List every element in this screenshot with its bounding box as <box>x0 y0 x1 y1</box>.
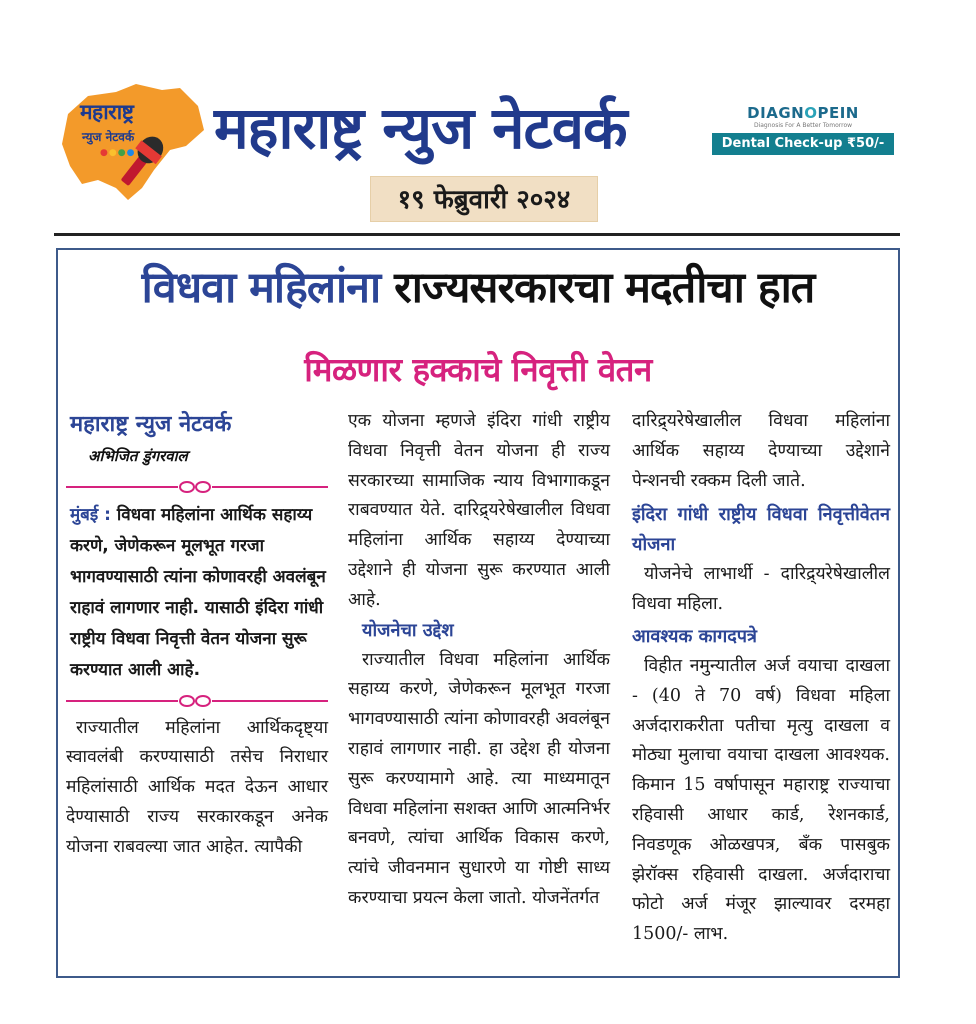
column-3 <box>632 407 890 950</box>
masthead-logo <box>58 84 206 204</box>
advertisement[interactable] <box>712 104 894 160</box>
logo-subtitle: न्युज नेटवर्क <box>82 130 135 144</box>
col3-body3: विहीत नमुन्यातील अर्ज वयाचा दाखला - (40 ते 70 वर्ष) विधवा महिला अर्जदाराकरीता पतीचा मृत्यु दाखला व मोठ्या मुलाचा वयाचा दाखला आवश्यक. किमान 15 वर्षापासून महाराष्ट्र राज्याचा रहिवासी आधार कार्ड, रेशनकार्ड, निवडणूक ओळखपत्र, बँक पासबुक झेरॉक्स रहिवासी दाखला. अर्जदाराचा फोटो अर्ज मंजूर झाल्यावर दरमहा 1500/- लाभ. <box>632 655 890 945</box>
lead-city: मुंबई : <box>70 504 111 525</box>
divider <box>66 480 328 494</box>
masthead-title: महाराष्ट्र न्युज नेटवर्क <box>214 94 627 162</box>
column-2 <box>348 407 610 914</box>
subheadline: मिळणार हक्काचे निवृत्ती वेतन <box>304 350 652 389</box>
column-1 <box>66 410 328 863</box>
divider-ornament-icon <box>178 694 212 708</box>
divider-ornament-icon <box>178 480 212 494</box>
col2-heading: योजनेचा उद्देश <box>362 619 454 641</box>
byline-author: अभिजित डुंगरवाल <box>88 446 188 465</box>
ad-brand: DIAGNOPEIN <box>747 104 859 122</box>
masthead-rule <box>54 233 900 236</box>
logo-dots: ●●●● <box>100 148 136 158</box>
headline <box>68 256 888 315</box>
ad-offer: Dental Check-up ₹50/- <box>712 133 894 155</box>
headline-part2: राज्यसरकारचा मदतीचा हात <box>394 263 815 313</box>
col1-body: राज्यातील महिलांना आर्थिकदृष्ट्या स्वावलंबी करण्यासाठी तसेच निराधार महिलांसाठी आर्थिक मदत देऊन आधार देण्यासाठी राज्य सरकारकडून अनेक योजना राबवल्या जात आहेत. त्यापैकी <box>66 717 328 857</box>
col3-body1: दारिद्र्यरेषेखालील विधवा महिलांना आर्थिक सहाय्य देण्याच्या उद्देशाने पेन्शनची रक्कम दिली जाते. <box>632 411 890 491</box>
col2-body2: राज्यातील विधवा महिलांना आर्थिक सहाय्य करणे, जेणेकरून मूलभूत गरजा भागवण्यासाठी त्यांना कोणावरही अवलंबून राहावं लागणार नाही. हा उद्देश ही योजना सुरू करण्यामागे आहे. त्या माध्यमातून विधवा महिलांना सशक्त आणि आत्मनिर्भर बनवणे, त्यांचा आर्थिक विकास करणे, त्यांचे जीवनमान सुधारणे या गोष्टी साध्य करण्याचा प्रयत्न केला जातो. योजनेंतर्गत <box>348 649 610 908</box>
logo-title: महाराष्ट्र <box>80 100 134 124</box>
issue-date: १९ फेब्रुवारी २०२४ <box>370 176 598 222</box>
lead-text: विधवा महिलांना आर्थिक सहाय्य करणे, जेणेकरून मूलभूत गरजा भागवण्यासाठी त्यांना कोणावरही अवलंबून राहावं लागणार नाही. यासाठी इंदिरा गांधी राष्ट्रीय विधवा निवृत्ती वेतन योजना सुरू करण्यात आली आहे. <box>70 504 326 680</box>
byline-org: महाराष्ट्र न्युज नेटवर्क <box>70 412 232 437</box>
lead-paragraph <box>66 500 328 686</box>
col3-heading1: इंदिरा गांधी राष्ट्रीय विधवा निवृत्तीवेतन योजना <box>632 504 890 556</box>
headline-part1: विधवा महिलांना <box>141 263 381 313</box>
col3-body2: योजनेचे लाभार्थी - दारिद्र्यरेषेखालील विधवा महिला. <box>632 564 890 615</box>
ad-tagline: Diagnosis For A Better Tomorrow <box>753 122 853 129</box>
divider <box>66 694 328 708</box>
article <box>56 248 900 978</box>
col2-body1: एक योजना म्हणजे इंदिरा गांधी राष्ट्रीय विधवा निवृत्ती वेतन योजना ही राज्य सरकारच्या सामाजिक न्याय विभागाकडून राबवण्यात येते. दारिद्र्यरेषेखालील विधवा महिलांना आर्थिक सहाय्य देण्याच्या उद्देशाने ही योजना सुरू करण्यात आली आहे. <box>348 411 610 610</box>
col3-heading2: आवश्यक कागदपत्रे <box>632 625 757 647</box>
